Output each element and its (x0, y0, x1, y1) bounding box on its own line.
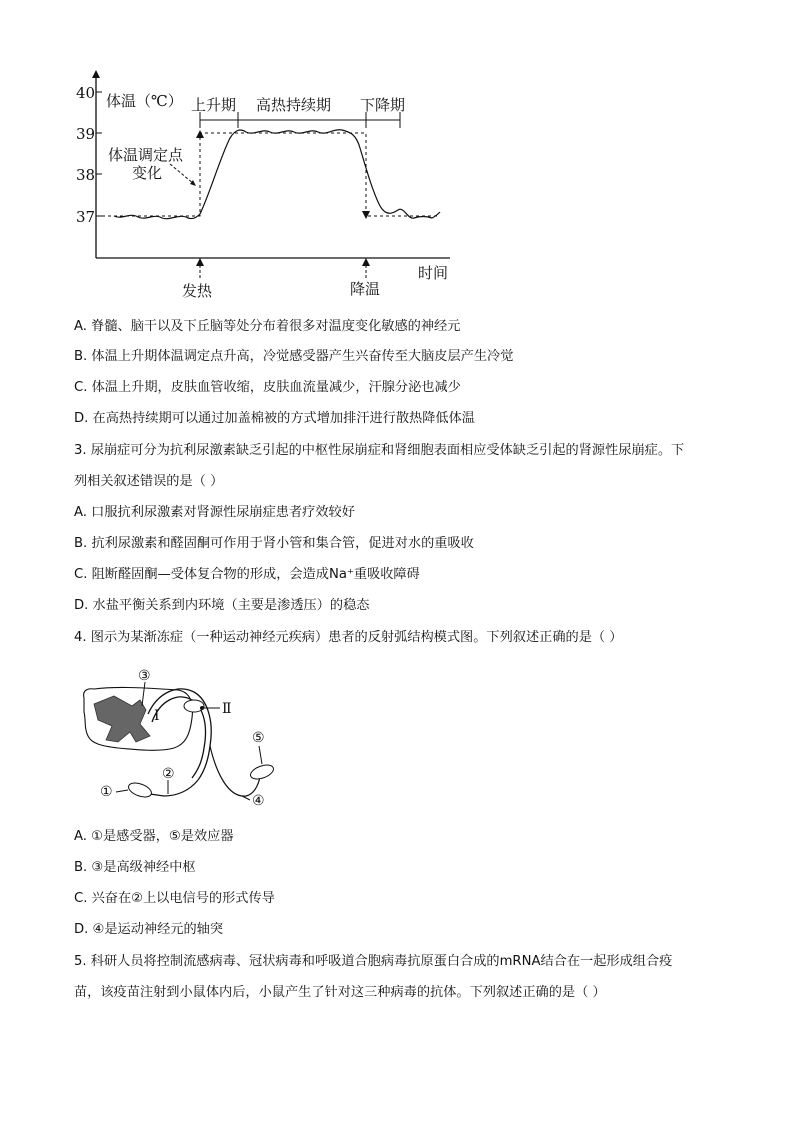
effector (249, 762, 276, 781)
q2-option-a: A. 脊髓、脑干以及下丘脑等处分布着很多对温度变化敏感的神经元 (74, 319, 461, 334)
y-tick-label: 37 (76, 208, 96, 226)
q4-stem: 4. 图示为某渐冻症（一种运动神经元疾病）患者的反射弧结构模式图。下列叙述正确的是（ ） (74, 630, 623, 645)
label-5: ⑤ (252, 730, 265, 746)
y-axis-label: 体温（℃） (106, 92, 183, 110)
cooling-arrowhead (362, 258, 370, 266)
reflex-arc-figure (78, 662, 278, 810)
fever-arrowhead (196, 258, 204, 266)
phase-label-plateau: 高热持续期 (256, 96, 332, 114)
label-4: ④ (252, 793, 265, 809)
ganglion-dot (200, 706, 204, 710)
y-axis-arrow (92, 70, 100, 78)
x-axis-label: 时间 (418, 264, 449, 282)
q3-option-b: B. 抗利尿激素和醛固酮可作用于肾小管和集合管，促进对水的重吸收 (74, 536, 474, 551)
annotation-line: 变化 (132, 164, 163, 182)
temperature-curve (114, 130, 440, 219)
q5-stem-line2: 苗，该疫苗注射到小鼠体内后，小鼠产生了针对这三种病毒的抗体。下列叙述正确的是（ ） (74, 985, 606, 1000)
q2-option-d: D. 在高热持续期可以通过加盖棉被的方式增加排汗进行散热降低体温 (74, 411, 475, 426)
q3-option-c: C. 阻断醛固酮—受体复合物的形成，会造成Na⁺重吸收障碍 (74, 567, 420, 582)
label-1: ① (100, 784, 113, 800)
annotation-line: 体温调定点 (108, 146, 184, 164)
q3-stem-line2: 列相关叙述错误的是（ ） (74, 474, 224, 489)
label-i: Ⅰ (154, 708, 160, 724)
label-line-1 (116, 790, 128, 792)
phase-label-fall: 下降期 (360, 96, 406, 114)
label-ii: Ⅱ (222, 701, 232, 717)
q3-stem-line1: 3. 尿崩症可分为抗利尿激素缺乏引起的中枢性尿崩症和肾细胞表面相应受体缺乏引起的肾源性尿崩症。下 (74, 443, 685, 458)
q4-option-d: D. ④是运动神经元的轴突 (74, 922, 224, 937)
label-2: ② (162, 766, 175, 782)
receptor (127, 780, 154, 799)
label-line-3 (142, 682, 145, 706)
ganglion (184, 700, 204, 712)
q4-option-a: A. ①是感受器，⑤是效应器 (74, 829, 234, 844)
q4-option-c: C. 兴奋在②上以电信号的形式传导 (74, 891, 275, 906)
label-line-5 (259, 746, 262, 764)
temperature-curve-figure (70, 68, 460, 303)
event-label-cooling: 降温 (350, 280, 381, 298)
y-tick-label: 40 (76, 84, 96, 102)
grey-matter (94, 696, 150, 742)
q2-option-b: B. 体温上升期体温调定点升高，冷觉感受器产生兴奋传至大脑皮层产生冷觉 (74, 349, 514, 364)
y-tick-label: 39 (76, 125, 96, 143)
annotation-pointer (170, 164, 194, 184)
afferent-nerve (150, 780, 198, 796)
q3-option-a: A. 口服抗利尿激素对肾源性尿崩症患者疗效较好 (74, 505, 355, 520)
phase-label-rise: 上升期 (191, 96, 237, 114)
q3-option-d: D. 水盐平衡关系到内环境（主要是渗透压）的稳态 (74, 598, 370, 613)
label-3: ③ (138, 668, 151, 684)
q2-option-c: C. 体温上升期，皮肤血管收缩，皮肤血流量减少，汗腺分泌也减少 (74, 380, 461, 395)
event-label-fever: 发热 (182, 282, 213, 300)
q4-option-b: B. ③是高级神经中枢 (74, 860, 196, 875)
dashed-arrowhead-down (362, 211, 370, 219)
y-tick-label: 38 (76, 166, 96, 184)
q5-stem-line1: 5. 科研人员将控制流感病毒、冠状病毒和呼吸道合胞病毒抗原蛋白合成的mRNA结合在一起形成组合疫 (74, 954, 673, 969)
dashed-arrowhead-up (196, 130, 204, 138)
